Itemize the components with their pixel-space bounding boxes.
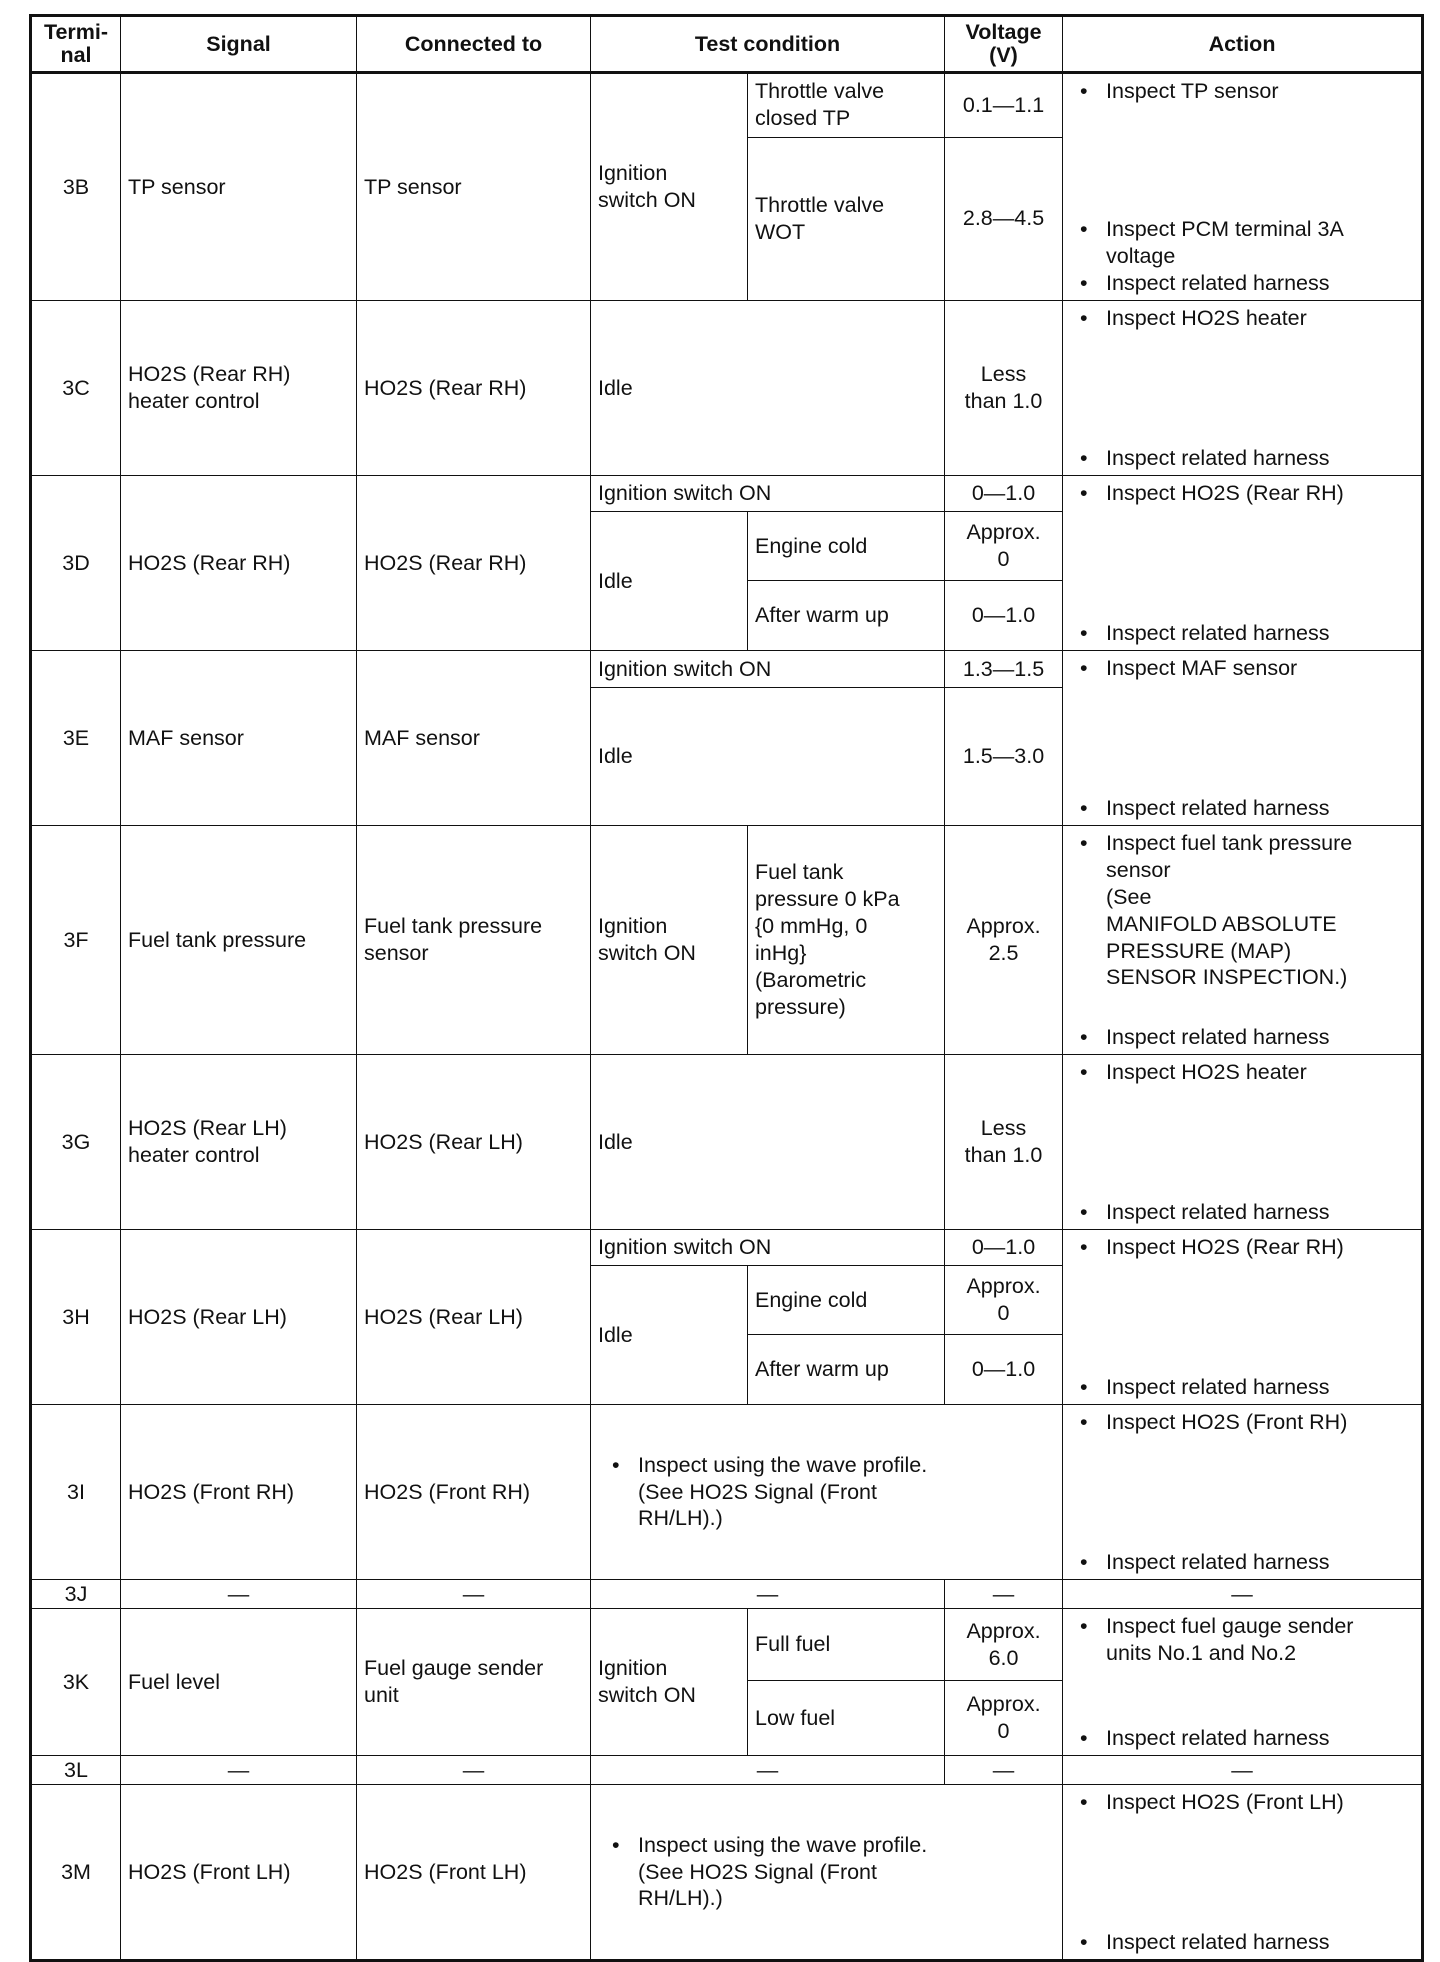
table-row — [31, 1405, 1423, 1580]
action-item: • Inspect related harness — [1080, 1930, 1330, 1955]
voltage-cell: 0.1—1.1 — [945, 73, 1063, 138]
signal-cell: HO2S (Rear RH) heater control — [121, 301, 357, 476]
sub-condition-cell: After warm up — [748, 581, 945, 651]
voltage-cell: 0—1.0 — [945, 1335, 1063, 1405]
test-condition-cell: Ignition switch ON — [591, 476, 945, 512]
voltage-cell: 2.8—4.5 — [945, 137, 1063, 300]
table-row — [31, 1230, 1423, 1266]
action-cell — [1063, 476, 1423, 651]
table-row — [31, 1609, 1423, 1681]
terminal-cell: 3M — [31, 1785, 121, 1961]
test-condition-cell — [591, 1405, 1063, 1580]
connected-to-cell: MAF sensor — [357, 651, 591, 826]
test-condition-cell: Idle — [591, 512, 748, 651]
header-row — [31, 16, 1423, 73]
signal-cell: HO2S (Front RH) — [121, 1405, 357, 1580]
signal-cell: HO2S (Front LH) — [121, 1785, 357, 1961]
voltage-cell: 0—1.0 — [945, 581, 1063, 651]
action-item: • Inspect related harness — [1080, 796, 1330, 821]
sub-condition-cell: Fuel tank pressure 0 kPa {0 mmHg, 0 inHg} (Barometric pressure) — [748, 826, 945, 1055]
test-condition-cell: Ignition switch ON — [591, 651, 945, 688]
action-item: • Inspect related harness — [1080, 271, 1330, 296]
table-row — [31, 1785, 1423, 1961]
table-row — [31, 1580, 1423, 1609]
test-condition-cell: — — [591, 1756, 945, 1785]
sub-condition-cell: Throttle valve closed TP — [748, 73, 945, 138]
test-condition-cell — [591, 1785, 1063, 1961]
action-cell — [1063, 1405, 1423, 1580]
header-signal: Signal — [121, 16, 357, 73]
voltage-cell: 1.5—3.0 — [945, 688, 1063, 826]
action-item: • Inspect related harness — [1080, 1726, 1330, 1751]
action-item: • Inspect TP sensor — [1080, 79, 1279, 103]
connected-to-cell: Fuel gauge sender unit — [357, 1609, 591, 1756]
table-row — [31, 73, 1423, 138]
header-voltage: Voltage (V) — [945, 16, 1063, 73]
header-action: Action — [1063, 16, 1423, 73]
terminal-cell: 3I — [31, 1405, 121, 1580]
connected-to-cell: HO2S (Front RH) — [357, 1405, 591, 1580]
sub-condition-cell: Low fuel — [748, 1681, 945, 1756]
connected-to-cell: HO2S (Rear RH) — [357, 301, 591, 476]
action-cell — [1063, 1230, 1423, 1405]
voltage-cell: Less than 1.0 — [945, 1055, 1063, 1230]
signal-cell: TP sensor — [121, 73, 357, 301]
terminal-cell: 3H — [31, 1230, 121, 1405]
voltage-cell: Less than 1.0 — [945, 301, 1063, 476]
terminal-voltage-table — [29, 14, 1424, 1962]
action-item: • Inspect HO2S (Front LH) — [1080, 1790, 1344, 1814]
connected-to-cell: HO2S (Rear LH) — [357, 1055, 591, 1230]
connected-to-cell: HO2S (Rear RH) — [357, 476, 591, 651]
action-cell — [1063, 651, 1423, 826]
terminal-cell: 3L — [31, 1756, 121, 1785]
condition-note: (See HO2S Signal (Front RH/LH).) — [638, 1859, 877, 1911]
voltage-cell: — — [945, 1756, 1063, 1785]
header-connected-to: Connected to — [357, 16, 591, 73]
test-condition-cell: Idle — [591, 1266, 748, 1405]
terminal-cell: 3E — [31, 651, 121, 826]
action-cell — [1063, 1785, 1423, 1961]
test-condition-cell: Idle — [591, 688, 945, 826]
terminal-cell: 3F — [31, 826, 121, 1055]
table-row — [31, 1055, 1423, 1230]
action-item: • Inspect related harness — [1080, 621, 1330, 646]
sub-condition-cell: Engine cold — [748, 512, 945, 581]
voltage-cell: 0—1.0 — [945, 476, 1063, 512]
signal-cell: MAF sensor — [121, 651, 357, 826]
test-condition-cell: Ignition switch ON — [591, 1609, 748, 1756]
action-item: • Inspect related harness — [1080, 1550, 1330, 1575]
voltage-cell: Approx. 2.5 — [945, 826, 1063, 1055]
test-condition-cell: Ignition switch ON — [591, 73, 748, 301]
action-item: • Inspect MAF sensor — [1080, 656, 1298, 680]
signal-cell: HO2S (Rear LH) heater control — [121, 1055, 357, 1230]
condition-note: (See HO2S Signal (Front RH/LH).) — [638, 1479, 877, 1531]
action-item: • Inspect HO2S (Front RH) — [1080, 1410, 1348, 1434]
terminal-cell: 3J — [31, 1580, 121, 1609]
action-item: • Inspect HO2S heater — [1080, 306, 1307, 330]
table-row — [31, 301, 1423, 476]
test-condition-cell: — — [591, 1580, 945, 1609]
action-cell — [1063, 826, 1423, 1055]
action-cell — [1063, 1609, 1423, 1756]
action-item: • Inspect HO2S (Rear RH) — [1080, 1235, 1344, 1259]
action-item: • Inspect fuel tank pressure sensor (See MANIFOLD ABSOLUTE PRESSURE (MAP) SENSOR INSPECTION.) — [1080, 831, 1353, 990]
voltage-cell: — — [945, 1580, 1063, 1609]
connected-to-cell: Fuel tank pressure sensor — [357, 826, 591, 1055]
action-cell — [1063, 73, 1423, 301]
table-row — [31, 1756, 1423, 1785]
connected-to-cell: — — [357, 1580, 591, 1609]
voltage-cell: Approx. 0 — [945, 1681, 1063, 1756]
condition-item: • Inspect using the wave profile. — [612, 1832, 928, 1857]
action-item: • Inspect PCM terminal 3A voltage — [1080, 217, 1344, 269]
terminal-cell: 3B — [31, 73, 121, 301]
connected-to-cell: — — [357, 1756, 591, 1785]
terminal-cell: 3G — [31, 1055, 121, 1230]
action-item: • Inspect related harness — [1080, 1375, 1330, 1400]
voltage-cell: Approx. 0 — [945, 512, 1063, 581]
sub-condition-cell: Engine cold — [748, 1266, 945, 1335]
voltage-cell: Approx. 0 — [945, 1266, 1063, 1335]
action-cell: — — [1063, 1756, 1423, 1785]
test-condition-cell: Ignition switch ON — [591, 826, 748, 1055]
test-condition-cell: Idle — [591, 301, 945, 476]
action-item: • Inspect related harness — [1080, 1025, 1330, 1050]
action-item: • Inspect fuel gauge sender units No.1 and No.2 — [1080, 1614, 1354, 1665]
table-row — [31, 476, 1423, 512]
voltage-cell: 1.3—1.5 — [945, 651, 1063, 688]
signal-cell: — — [121, 1756, 357, 1785]
action-item: • Inspect related harness — [1080, 1200, 1330, 1225]
action-cell: — — [1063, 1580, 1423, 1609]
signal-cell: HO2S (Rear RH) — [121, 476, 357, 651]
terminal-cell: 3D — [31, 476, 121, 651]
sub-condition-cell: Throttle valve WOT — [748, 137, 945, 300]
terminal-cell: 3C — [31, 301, 121, 476]
connected-to-cell: HO2S (Front LH) — [357, 1785, 591, 1961]
connected-to-cell: HO2S (Rear LH) — [357, 1230, 591, 1405]
condition-item: • Inspect using the wave profile. — [612, 1452, 928, 1477]
signal-cell: Fuel tank pressure — [121, 826, 357, 1055]
voltage-cell: 0—1.0 — [945, 1230, 1063, 1266]
terminal-cell: 3K — [31, 1609, 121, 1756]
sub-condition-cell: After warm up — [748, 1335, 945, 1405]
connected-to-cell: TP sensor — [357, 73, 591, 301]
test-condition-cell: Idle — [591, 1055, 945, 1230]
test-condition-cell: Ignition switch ON — [591, 1230, 945, 1266]
table-row — [31, 826, 1423, 1055]
table-row — [31, 651, 1423, 688]
signal-cell: Fuel level — [121, 1609, 357, 1756]
voltage-cell: Approx. 6.0 — [945, 1609, 1063, 1681]
action-cell — [1063, 1055, 1423, 1230]
action-item: • Inspect HO2S (Rear RH) — [1080, 481, 1344, 505]
signal-cell: HO2S (Rear LH) — [121, 1230, 357, 1405]
header-test-condition: Test condition — [591, 16, 945, 73]
action-cell — [1063, 301, 1423, 476]
sub-condition-cell: Full fuel — [748, 1609, 945, 1681]
action-item: • Inspect related harness — [1080, 446, 1330, 471]
action-item: • Inspect HO2S heater — [1080, 1060, 1307, 1084]
header-terminal: Termi- nal — [31, 16, 121, 73]
signal-cell: — — [121, 1580, 357, 1609]
